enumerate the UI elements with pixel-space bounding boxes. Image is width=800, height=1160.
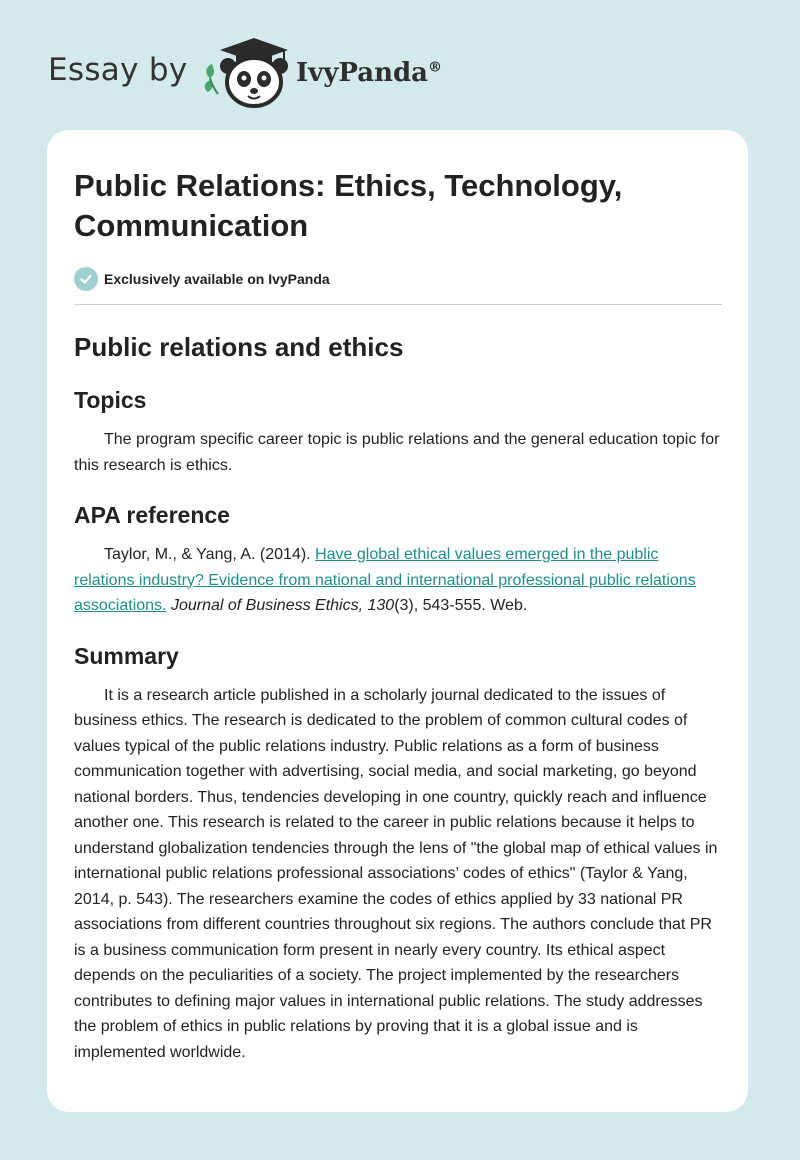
reference-journal: Journal of Business Ethics, 130 [170,597,395,614]
page-title: Public Relations: Ethics, Technology, Communication [74,168,623,243]
check-icon [74,267,98,291]
summary-text: It is a research article published in a scholarly journal dedicated to the issues of business ethics. The research is dedicated to the problem of common cultural codes of values typical of the public relations industry. Public relations as a form of business communication together with advertising, social media, and social marketing, go beyond national borders. Thus, tendencies developing in one country, quickly reach and influence another one. This research is related to the career in public relations because it helps to understand globalization tendencies through the lens of "the global map of ethical values in international public relations professional associations’ codes of ethics" (Taylor & Yang, 2014, p. 543). The researchers examine the codes of ethics applied by 33 national PR associations from different countries throughout six regions. The authors conclude that PR is a business communication form present in nearly every country. Its ethical aspect depends on the peculiarities of a society. The project implemented by the researchers contributes to defining major values in international public relations. The study addresses the problem of ethics in public relations by proving that it is a global issue and is implemented worldwide. [74,686,718,1061]
brand-name[interactable]: IvyPanda® [296,58,443,88]
topics-text: The program specific career topic is public relations and the general education topic for this research is ethics. [74,431,720,474]
topics-heading: Topics [74,387,147,413]
reference-link[interactable]: Have global ethical values emerged in the public relations industry? Evidence from national and international professional public relations associations. [74,546,696,614]
reference-heading: APA reference [74,502,230,528]
section-title: Public relations and ethics [74,332,404,362]
essay-by-label: Essay by [48,52,188,88]
ivypanda-logo-icon[interactable] [202,34,294,108]
exclusive-badge [74,266,722,292]
summary-heading: Summary [74,642,179,669]
divider [74,304,722,305]
reference-authors: Taylor, M., & Yang, A. (2014). [104,546,316,563]
essay-card [47,130,748,1112]
essay-content [74,166,722,1065]
site-header [48,34,748,110]
reference-issue: (3), 543-555. Web. [394,597,528,614]
registered-mark: ® [428,59,443,76]
reference-text [74,542,722,619]
exclusive-label: Exclusively available on IvyPanda [104,271,330,287]
